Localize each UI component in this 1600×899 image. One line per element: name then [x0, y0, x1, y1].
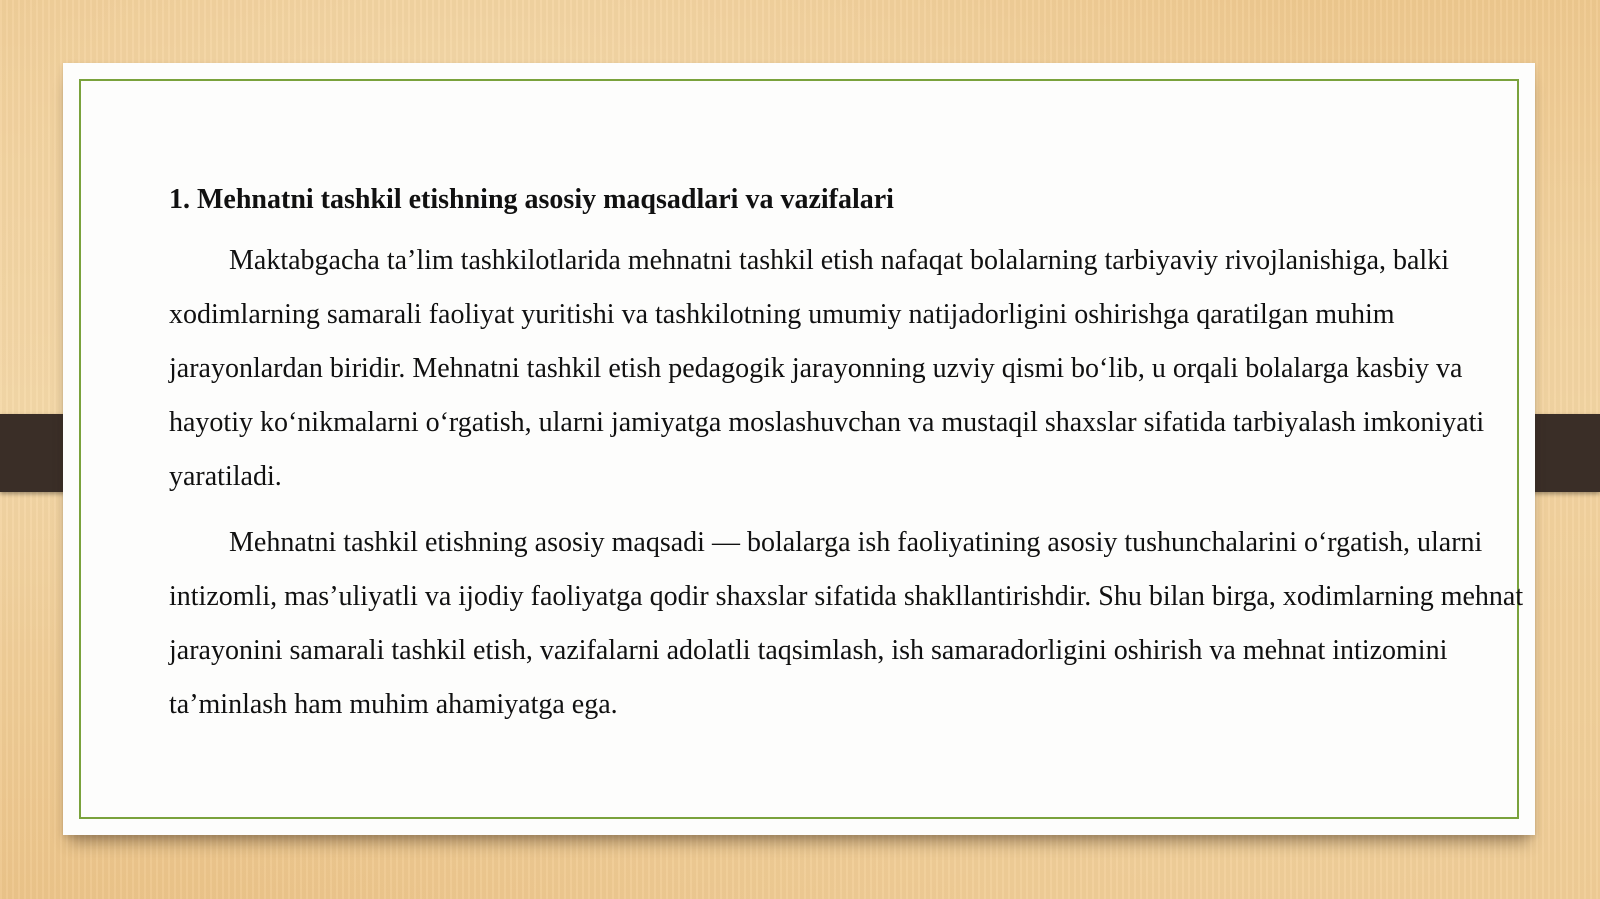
paragraph-2: Mehnatni tashkil etishning asosiy maqsadi — bolalarga ish faoliyatining asosiy tushunchalarini o‘rgatish, ularni intizomli, mas’uliyatli va ijodiy faoliyatga qodir shaxslar sifatida shakllantirishdir. Shu bilan birga, xodimlarning mehnat jarayonini samarali tashkil etish, vazifalarni adolatli taqsimlash, ish samaradorligini oshirish va mehnat intizomini ta’minlash ham muhim ahamiyatga ega. — [169, 527, 1524, 720]
slide-card — [63, 63, 1535, 835]
paragraph-1: Maktabgacha ta’lim tashkilotlarida mehnatni tashkil etish nafaqat bolalarning tarbiyaviy rivojlanishiga, balki xodimlarning samarali faoliyat yuritishi va tashkilotning umumiy natijadorligini oshirishga qaratilgan muhim jarayonlardan biridir. Mehnatni tashkil etish pedagogik jarayonning uzviy qismi bo‘lib, u orqali bolalarga kasbiy va hayotiy ko‘nikmalarni o‘rgatish, ularni jamiyatga moslashuvchan va mustaqil shaxslar sifatida tarbiyalash imkoniyati yaratiladi. — [169, 245, 1485, 492]
slide-heading: 1. Mehnatni tashkil etishning asosiy maqsadlari va vazifalari — [169, 184, 894, 215]
slide-content — [169, 180, 1529, 744]
